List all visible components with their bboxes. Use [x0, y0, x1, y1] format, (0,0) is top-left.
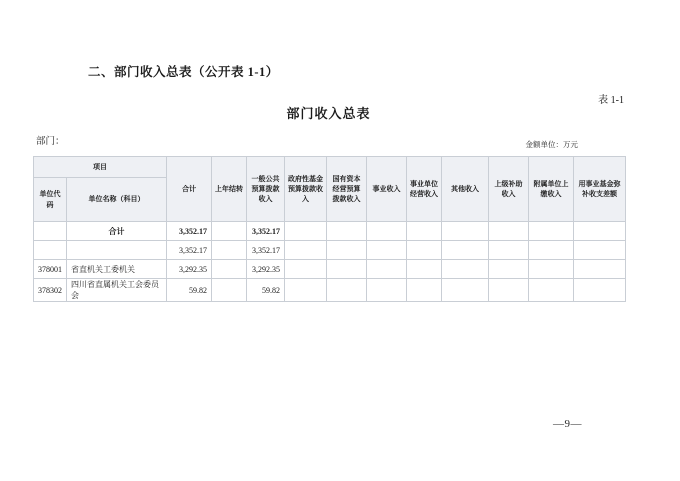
- header-business-operating-income: 事业单位经营收入: [407, 157, 442, 222]
- department-label: 部门：: [36, 137, 65, 147]
- header-total: 合计: [167, 157, 212, 222]
- cell-gov-fund: [285, 260, 327, 279]
- cell-business: [367, 260, 407, 279]
- header-other-income: 其他收入: [442, 157, 489, 222]
- cell-superior-subsidy: [489, 279, 529, 302]
- cell-business: [367, 279, 407, 302]
- cell-affiliated: [529, 222, 574, 241]
- table-number-label: 表 1-1: [598, 95, 624, 106]
- cell-code: [34, 241, 67, 260]
- cell-fund-balance: [574, 241, 626, 260]
- cell-affiliated: [529, 260, 574, 279]
- cell-name: [67, 241, 167, 260]
- cell-name: 合计: [67, 222, 167, 241]
- header-state-capital-income: 国有资本经营预算拨款收入: [327, 157, 367, 222]
- cell-fund-balance: [574, 222, 626, 241]
- header-unit-code: 单位代码: [34, 178, 67, 222]
- cell-other: [442, 241, 489, 260]
- cell-total: 59.82: [167, 279, 212, 302]
- cell-other: [442, 260, 489, 279]
- cell-superior-subsidy: [489, 260, 529, 279]
- cell-affiliated: [529, 241, 574, 260]
- table-row: [34, 260, 626, 279]
- cell-general-budget: 3,352.17: [247, 222, 285, 241]
- header-row-top: [34, 157, 626, 178]
- cell-gov-fund: [285, 222, 327, 241]
- cell-superior-subsidy: [489, 241, 529, 260]
- cell-code: [34, 222, 67, 241]
- page-number: —9—: [553, 418, 582, 430]
- cell-business: [367, 241, 407, 260]
- cell-fund-balance: [574, 279, 626, 302]
- cell-code: 378302: [34, 279, 67, 302]
- cell-total: 3,292.35: [167, 260, 212, 279]
- header-superior-subsidy-income: 上级补助收入: [489, 157, 529, 222]
- table-row: [34, 279, 626, 302]
- cell-general-budget: 3,352.17: [247, 241, 285, 260]
- cell-affiliated: [529, 279, 574, 302]
- cell-total: 3,352.17: [167, 222, 212, 241]
- page-title: 部门收入总表: [286, 106, 371, 121]
- cell-prev-year: [212, 241, 247, 260]
- cell-name: 四川省直属机关工会委员会: [67, 279, 167, 302]
- cell-fund-balance: [574, 260, 626, 279]
- cell-general-budget: 3,292.35: [247, 260, 285, 279]
- cell-other: [442, 279, 489, 302]
- header-project: 项目: [34, 157, 167, 178]
- cell-business: [367, 222, 407, 241]
- cell-gov-fund: [285, 241, 327, 260]
- cell-business-operating: [407, 260, 442, 279]
- cell-total: 3,352.17: [167, 241, 212, 260]
- currency-unit-note: 金额单位：万元: [525, 140, 578, 149]
- header-gov-fund-income: 政府性基金预算拨款收入: [285, 157, 327, 222]
- header-business-income: 事业收入: [367, 157, 407, 222]
- income-summary-table: [33, 156, 626, 302]
- table-row: [34, 241, 626, 260]
- cell-other: [442, 222, 489, 241]
- cell-gov-fund: [285, 279, 327, 302]
- header-fund-balance: 用事业基金弥补收支差额: [574, 157, 626, 222]
- cell-business-operating: [407, 279, 442, 302]
- cell-prev-year: [212, 279, 247, 302]
- header-prev-year-carryover: 上年结转: [212, 157, 247, 222]
- cell-code: 378001: [34, 260, 67, 279]
- header-affiliated-unit-income: 附属单位上缴收入: [529, 157, 574, 222]
- header-unit-name: 单位名称（科目）: [67, 178, 167, 222]
- cell-state-capital: [327, 241, 367, 260]
- cell-general-budget: 59.82: [247, 279, 285, 302]
- section-heading: 二、部门收入总表（公开表 1-1）: [88, 65, 279, 79]
- cell-name: 省直机关工委机关: [67, 260, 167, 279]
- cell-prev-year: [212, 222, 247, 241]
- cell-state-capital: [327, 222, 367, 241]
- table-row-total: [34, 222, 626, 241]
- cell-business-operating: [407, 241, 442, 260]
- cell-state-capital: [327, 279, 367, 302]
- cell-prev-year: [212, 260, 247, 279]
- cell-superior-subsidy: [489, 222, 529, 241]
- cell-state-capital: [327, 260, 367, 279]
- header-general-budget-income: 一般公共预算拨款收入: [247, 157, 285, 222]
- cell-business-operating: [407, 222, 442, 241]
